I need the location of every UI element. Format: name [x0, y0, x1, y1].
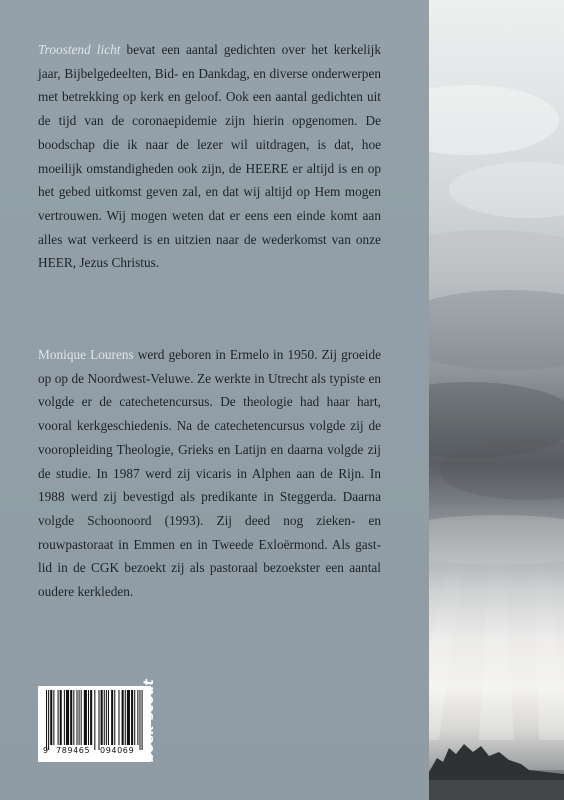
barcode-bar — [127, 690, 130, 745]
barcode-bar — [73, 690, 74, 745]
sky-photo — [429, 0, 564, 800]
barcode-bar — [111, 690, 113, 745]
author-bio — [38, 343, 381, 604]
barcode-bar — [106, 690, 107, 745]
barcode-bar — [64, 690, 65, 745]
author-name: Monique Lourens — [38, 347, 134, 362]
barcode-bar — [118, 690, 119, 745]
barcode-bar — [131, 690, 133, 745]
barcode-bar — [46, 690, 47, 750]
barcode-digit-first: 9 — [43, 746, 49, 755]
barcode-bar — [48, 690, 49, 750]
barcode-bar — [50, 690, 52, 745]
barcode-bar — [134, 690, 135, 745]
barcode-bar — [122, 690, 124, 745]
barcode-bar — [114, 690, 115, 745]
back-cover-blurb — [38, 38, 381, 275]
barcode-bar — [137, 690, 138, 745]
blurb-text: bevat een aantal gedichten over het kerkelijk jaar, Bijbelgedeelten, Bid- en Dankdag, en diverse onderwerpen met betrekking op kerk en geloof. Ook een aantal gedichten uit de tijd van de coronaepidemie zijn hierin opgenomen. De boodschap die ik naar de lezer wil uitdragen, is dat, hoe moeilijk omstandigheden ook zijn, de HEERE er altijd is en op het gebed uitkomst geven zal, en dat wij altijd op Hem mogen vertrouwen. Wij mogen weten dat er eens een einde komt aan alles wat verkeerd is en uitzien naar de wederkomst van onze HEER, Jezus Christus. — [38, 42, 381, 271]
barcode-bar — [70, 690, 72, 745]
barcode-bar — [81, 690, 82, 745]
barcode-bar — [99, 690, 100, 750]
barcode-bar — [108, 690, 109, 745]
barcode-bar — [76, 690, 77, 745]
barcode-bar — [90, 690, 92, 745]
barcode-bar — [79, 690, 80, 745]
barcode-bar — [104, 690, 105, 745]
barcode-digits-left: 789465 — [56, 746, 91, 755]
barcode-bar — [88, 690, 89, 745]
barcode-digits-right: 094069 — [100, 746, 135, 755]
barcode-bar — [66, 690, 69, 745]
isbn-barcode — [38, 686, 151, 762]
barcode-bar — [94, 690, 95, 750]
barcode-bar — [58, 690, 59, 745]
barcode-bar — [60, 690, 62, 745]
barcode-bar — [139, 690, 140, 750]
publisher-logo: boek-scout — [142, 679, 157, 762]
sky-photo-art — [429, 0, 564, 800]
book-title: Troostend licht — [38, 42, 121, 57]
barcode-bar — [84, 690, 87, 745]
bio-text: werd geboren in Ermelo in 1950. Zij groeide op op de Noordwest-Veluwe. Ze werkte in Utrecht als typiste en volgde er de catechetencursus. De theologie had haar hart, vooral kerkgeschiedenis. Na de catechetencursus volgde zij de vooropleiding Theologie, Grieks en Latijn en daarna volgde zij de studie. In 1987 werd zij vicaris in Alphen aan de Rijn. In 1988 werd zij bevestigd als predikante in Steggerda. Daarna volgde Schoonoord (1993). Zij deed nog zieken- en rouwpastoraat in Emmen en in Tweede Exloërmond. Als gast-lid in de CGK bezoekt zij als pastoraal bezoekster een aantal oudere kerkleden. — [38, 347, 381, 600]
barcode-bar — [125, 690, 126, 745]
barcode-bar — [101, 690, 103, 745]
barcode-bar — [53, 690, 54, 745]
